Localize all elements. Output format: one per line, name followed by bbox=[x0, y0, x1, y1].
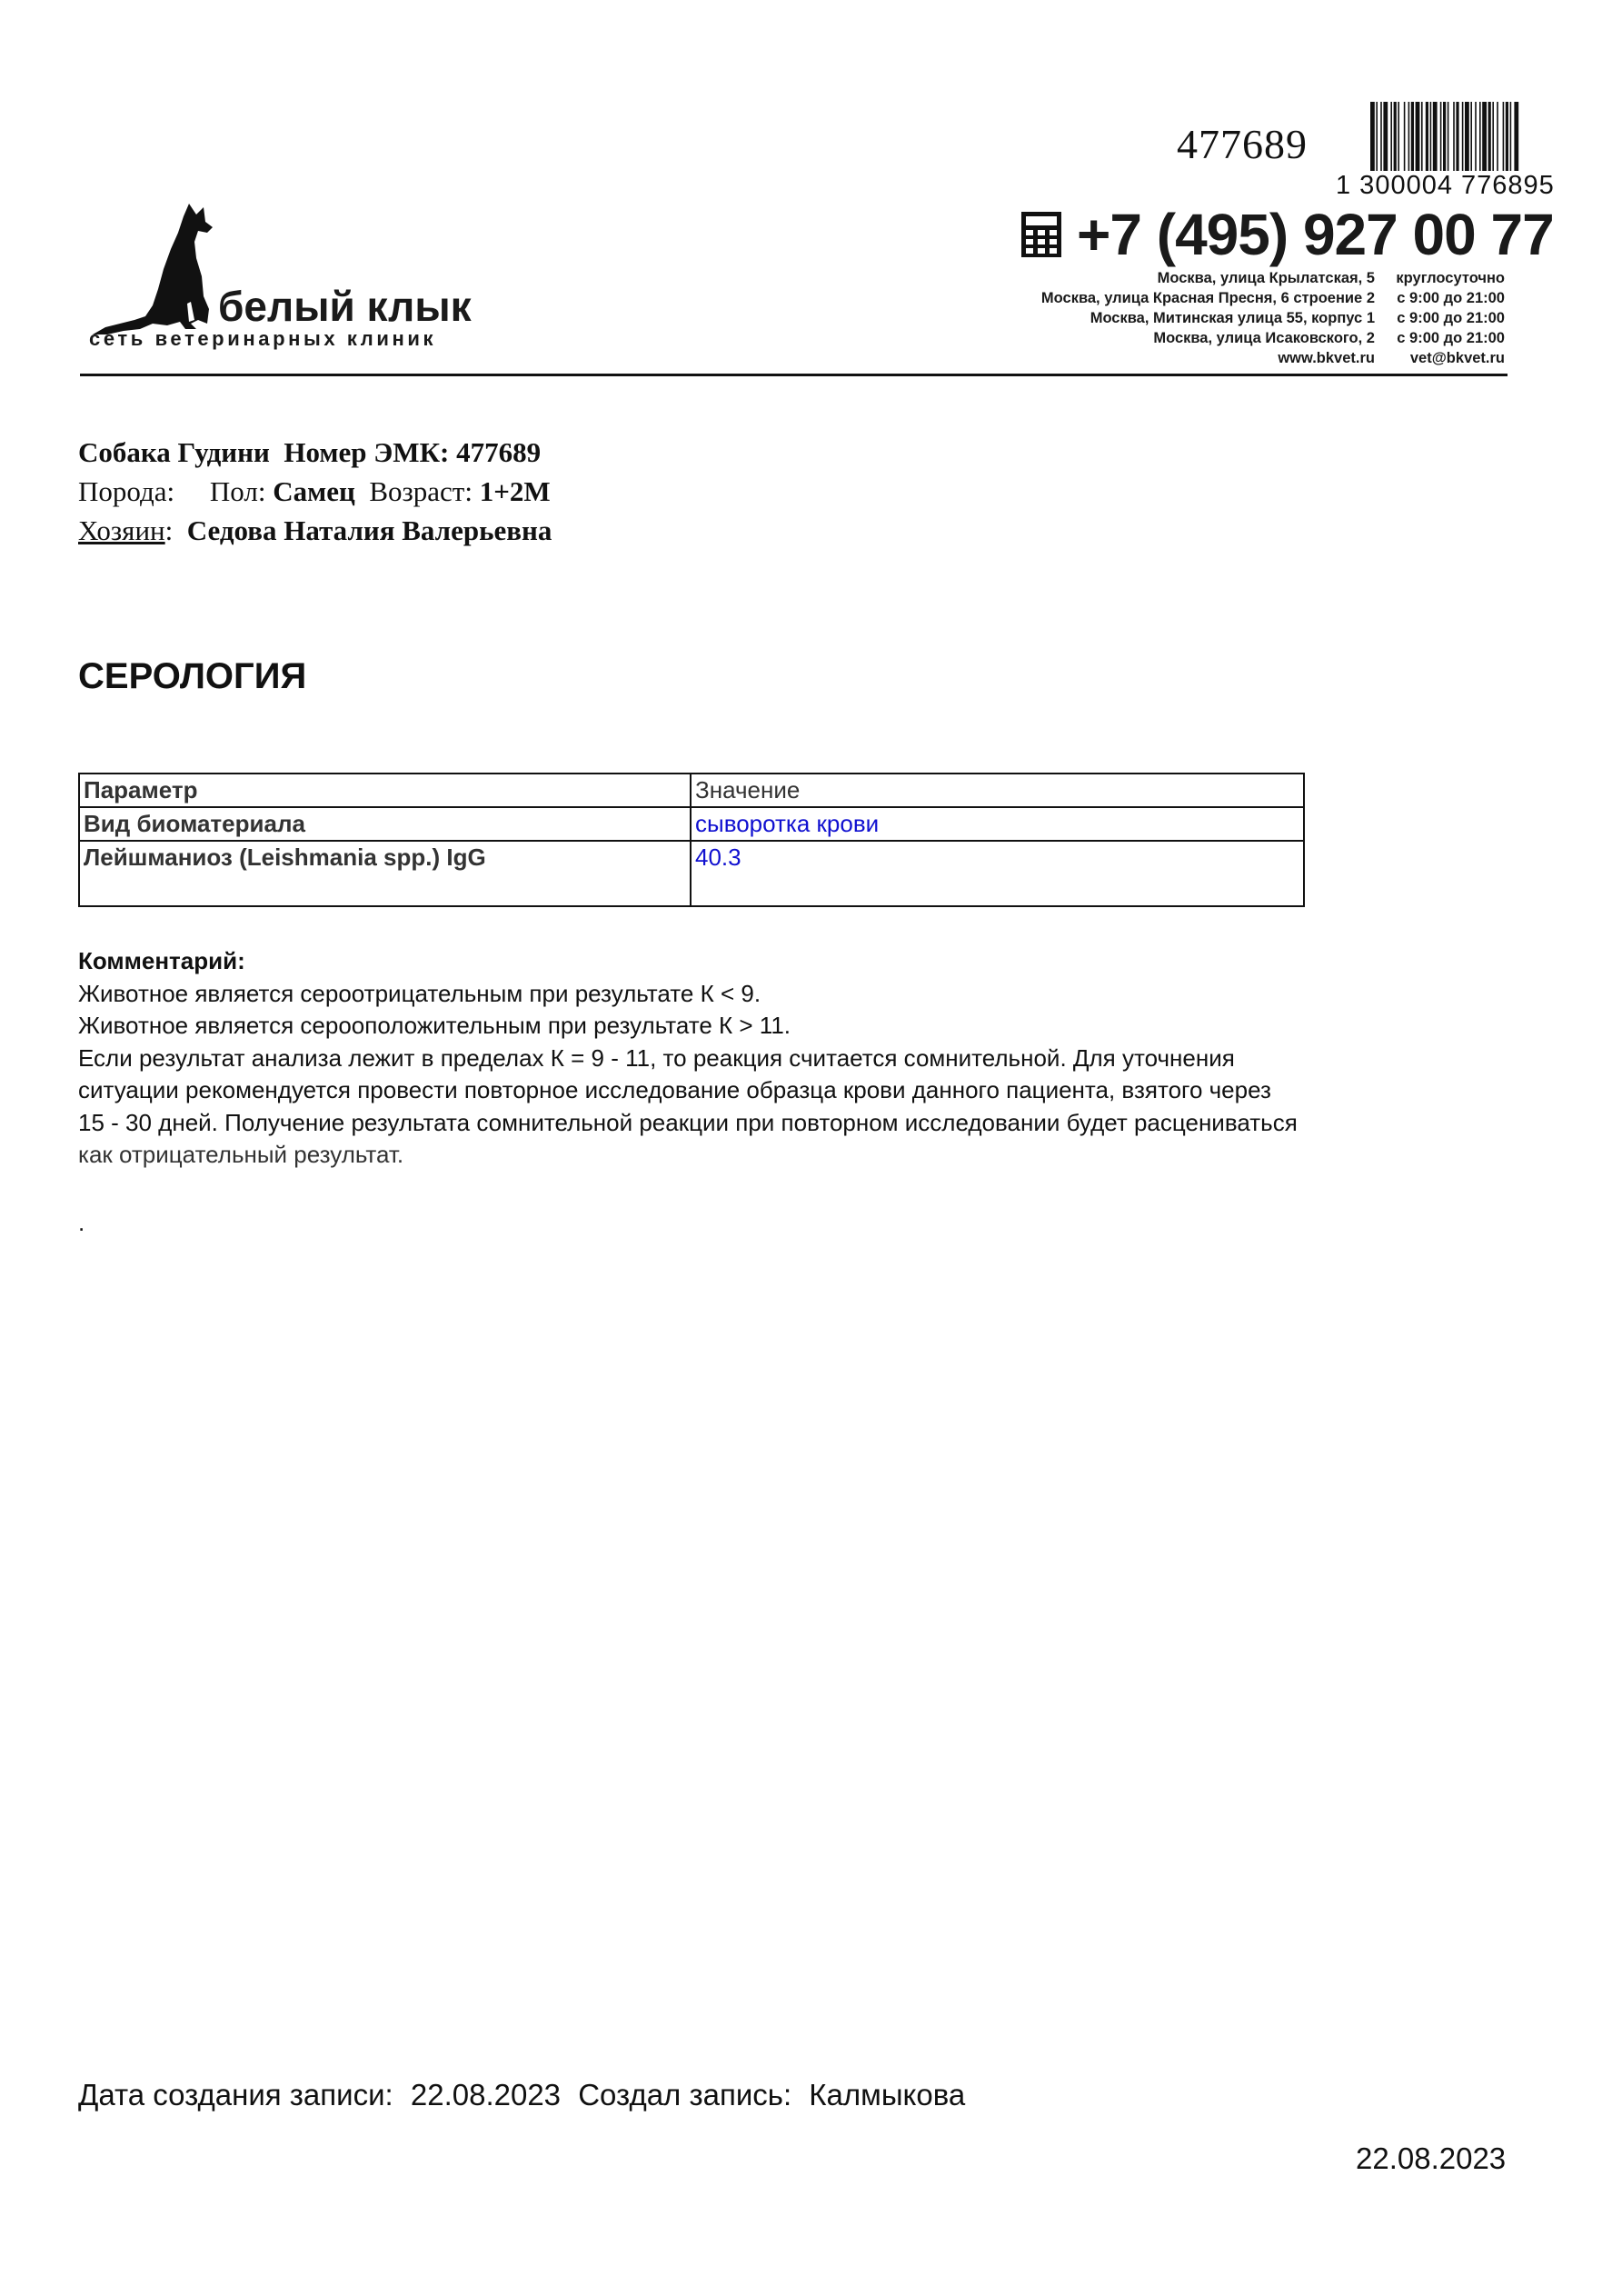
emk-value: 477689 bbox=[456, 436, 542, 468]
section-title: СЕРОЛОГИЯ bbox=[78, 656, 307, 696]
owner-label: Хозяин bbox=[78, 514, 165, 546]
comment-title: Комментарий: bbox=[78, 947, 245, 974]
comment-line: как отрицательный результат. bbox=[78, 1141, 404, 1168]
value-cell: 40.3 bbox=[691, 841, 1304, 906]
age-value: 1+2М bbox=[479, 475, 551, 507]
comment-line: 15 - 30 дней. Получение результата сомнительной реакции при повторном исследовании будет расцениваться bbox=[78, 1108, 1298, 1136]
header-divider bbox=[80, 374, 1508, 376]
barcode bbox=[1370, 102, 1612, 171]
patient-info bbox=[78, 433, 552, 550]
breed-label: Порода: bbox=[78, 475, 175, 507]
phone-block bbox=[1020, 202, 1554, 267]
patient-name: Гудини bbox=[177, 436, 270, 468]
clinic-addresses bbox=[1041, 268, 1375, 368]
sex-value: Самец bbox=[273, 475, 355, 507]
address-1: Москва, улица Крылатская, 5 bbox=[1157, 270, 1375, 286]
age-label: Возраст: bbox=[369, 475, 473, 507]
table-row bbox=[79, 807, 1304, 841]
patient-line-2 bbox=[78, 472, 552, 511]
record-footer bbox=[78, 2078, 974, 2112]
calculator-icon bbox=[1020, 211, 1062, 258]
param-cell: Вид биоматериала bbox=[79, 807, 691, 841]
comment-line: Животное является серооположительным при результате К > 11. bbox=[78, 1012, 791, 1039]
emk-number-top: 477689 bbox=[1177, 121, 1308, 167]
header-param: Параметр bbox=[79, 774, 691, 807]
email-link[interactable]: vet@bkvet.ru bbox=[1409, 350, 1505, 366]
hours-3: с 9:00 до 21:00 bbox=[1397, 310, 1505, 326]
brand-name: белый клык bbox=[218, 283, 472, 330]
comment-line: ситуации рекомендуется провести повторное исследование образца крови данного пациента, взятого через bbox=[78, 1076, 1271, 1103]
comment-line: Если результат анализа лежит в пределах К = 9 - 11, то реакция считается сомнительной. Для уточнения bbox=[78, 1043, 1235, 1072]
print-date: 22.08.2023 bbox=[1356, 2141, 1507, 2175]
sex-label: Пол: bbox=[209, 475, 266, 507]
author-name: Калмыкова bbox=[809, 2078, 966, 2111]
created-label: Дата создания записи: bbox=[78, 2078, 393, 2111]
patient-species: Собака bbox=[78, 436, 171, 468]
patient-line-3: Хозяин: Седова Наталия Валерьевна bbox=[78, 514, 552, 546]
patient-line-1 bbox=[78, 433, 552, 472]
address-2: Москва, улица Красная Пресня, 6 строение 2 bbox=[1040, 290, 1375, 306]
header-value: Значение bbox=[691, 774, 1304, 807]
owner-value: Седова Наталия Валерьевна bbox=[186, 514, 552, 546]
results-table bbox=[78, 773, 1305, 907]
trailing-dot: . bbox=[78, 1209, 85, 1236]
brand-subtitle: сеть ветеринарных клиник bbox=[89, 327, 437, 350]
hours-1: круглосуточно bbox=[1396, 270, 1505, 286]
phone-number[interactable]: +7 (495) 927 00 77 bbox=[1077, 202, 1554, 267]
comment-block bbox=[78, 945, 1496, 1172]
hours-4: с 9:00 до 21:00 bbox=[1397, 330, 1505, 346]
table-row bbox=[79, 841, 1304, 906]
address-4: Москва, улица Исаковского, 2 bbox=[1153, 330, 1375, 346]
value-cell: сыворотка крови bbox=[691, 807, 1304, 841]
param-cell: Лейшманиоз (Leishmania spp.) IgG bbox=[79, 841, 691, 906]
website-link[interactable]: www.bkvet.ru bbox=[1278, 350, 1375, 366]
table-header-row bbox=[79, 774, 1304, 807]
hours-2: с 9:00 до 21:00 bbox=[1397, 290, 1505, 306]
emk-label: Номер ЭМК: bbox=[284, 436, 450, 468]
barcode-number: 1 300004 776895 bbox=[1336, 171, 1555, 200]
created-date: 22.08.2023 bbox=[410, 2078, 562, 2111]
author-label: Создал запись: bbox=[578, 2078, 792, 2111]
address-3: Москва, Митинская улица 55, корпус 1 bbox=[1090, 310, 1375, 326]
comment-line: Животное является сероотрицательным при результате К < 9. bbox=[78, 979, 761, 1007]
clinic-hours bbox=[1388, 268, 1505, 368]
